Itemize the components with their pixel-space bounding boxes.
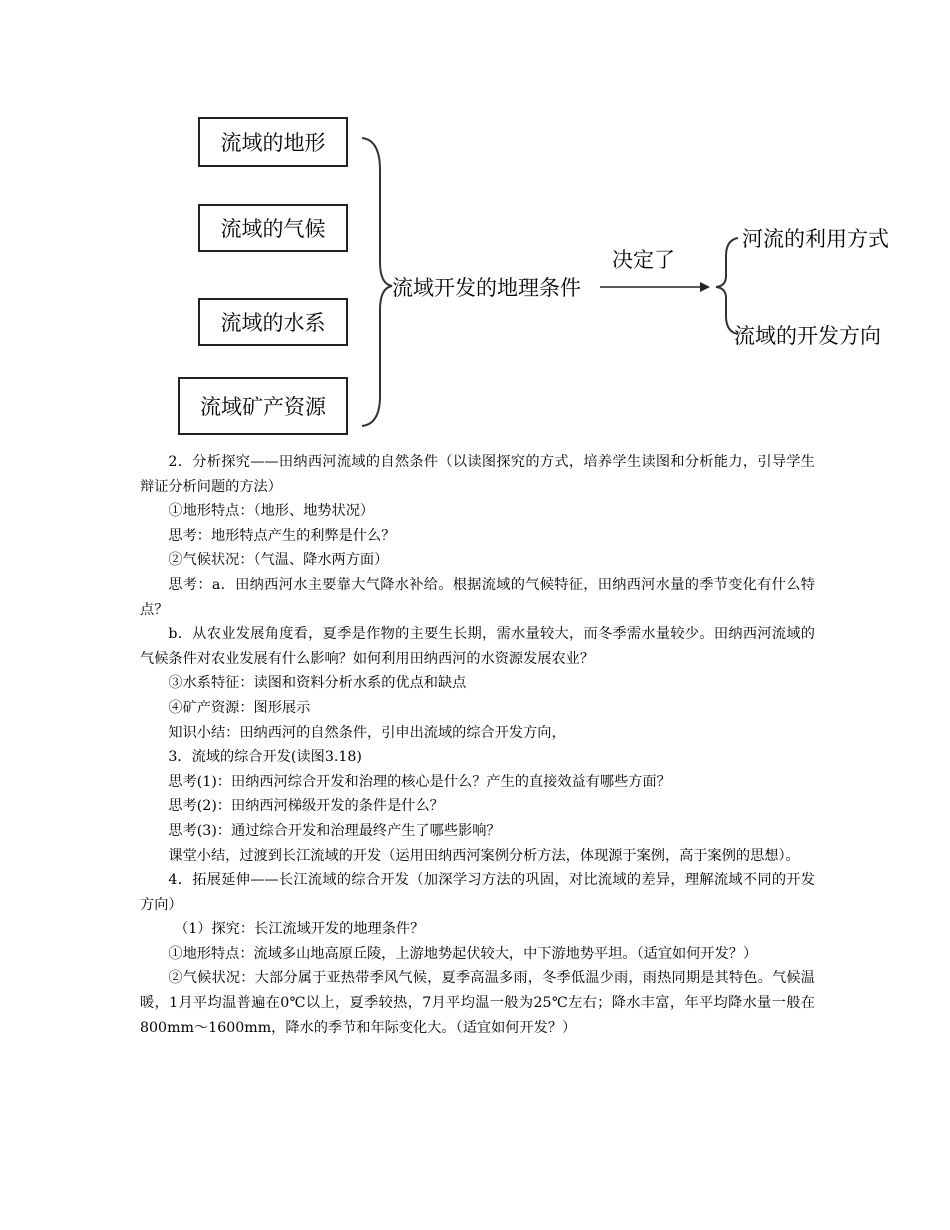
arrow-head (700, 282, 710, 292)
paragraph: ③水系特征：读图和资料分析水系的优点和缺点 (168, 675, 467, 692)
factor-box-climate (198, 204, 348, 252)
paragraph: （1）探究：长江流域开发的地理条件？ (174, 921, 425, 938)
center-label: 流域开发的地理条件 (392, 276, 581, 300)
body-text (140, 450, 815, 1040)
factor-box-minerals (178, 377, 348, 435)
paragraph: ④矿产资源：图形展示 (168, 699, 311, 716)
factor-label: 流域的气候 (220, 217, 326, 241)
factor-box-water (198, 298, 348, 346)
paragraph: 3．流域的综合开发(读图3.18) (168, 749, 362, 766)
paragraph: 思考(3)：通过综合开发和治理最终产生了哪些影响？ (168, 822, 501, 839)
arrow-label: 决定了 (612, 248, 675, 272)
diagram-connectors (0, 0, 950, 440)
paragraph: 2．分析探究——田纳西河流域的自然条件（以读图探究的方式，培养学生读图和分析能力，引导学生辩证分析问题的方法） (140, 454, 815, 495)
outcome-label-use: 河流的利用方式 (742, 227, 889, 251)
outcome-label-direction: 流域的开发方向 (734, 324, 881, 348)
paragraph: 知识小结：田纳西河的自然条件，引申出流域的综合开发方向， (168, 724, 566, 741)
paragraph: 思考：地形特点产生的利弊是什么？ (168, 527, 396, 544)
paragraph: 思考：a．田纳西河水主要靠大气降水补给。根据流域的气候特征，田纳西河水量的季节变化有什么特点？ (140, 576, 815, 618)
paragraph: ①地形特点：流域多山地高原丘陵，上游地势起伏较大，中下游地势平坦。（适宜如何开发？） (168, 945, 758, 962)
paragraph: 思考(1)：田纳西河综合开发和治理的核心是什么？产生的直接效益有哪些方面？ (168, 773, 671, 790)
left-brace (362, 138, 392, 426)
paragraph: b．从农业发展角度看，夏季是作物的主要生长期，需水量较大，而冬季需水量较少。田纳西河流域的气候条件对农业发展有什么影响？如何利用田纳西河的水资源发展农业？ (140, 626, 815, 667)
paragraph: ②气候状况：（气温、降水两方面） (168, 552, 389, 569)
paragraph: ①地形特点：（地形、地势状况） (168, 503, 375, 520)
factor-label: 流域的地形 (220, 131, 326, 155)
paragraph: ②气候状况：大部分属于亚热带季风气候，夏季高温多雨，冬季低温少雨，雨热同期是其特色。气候温暖，1月平均温普遍在0℃以上，夏季较热，7月平均温一般为25℃左右；降水丰富，年平均降水量一般在800mm～1600mm，降水的季节和年际变化大。（适宜如何开发？） (140, 970, 815, 1036)
factor-label: 流域的水系 (220, 311, 326, 335)
paragraph: 课堂小结，过渡到长江流域的开发（运用田纳西河案例分析方法，体现源于案例，高于案例的思想）。 (168, 847, 800, 864)
concept-diagram (0, 0, 950, 440)
factor-label: 流域矿产资源 (200, 395, 326, 419)
factor-box-terrain (198, 117, 348, 167)
paragraph: 4．拓展延伸——长江流域的综合开发（加深学习方法的巩固，对比流域的差异，理解流域不同的开发方向） (140, 872, 815, 913)
paragraph: 思考(2)：田纳西河梯级开发的条件是什么？ (168, 798, 444, 815)
